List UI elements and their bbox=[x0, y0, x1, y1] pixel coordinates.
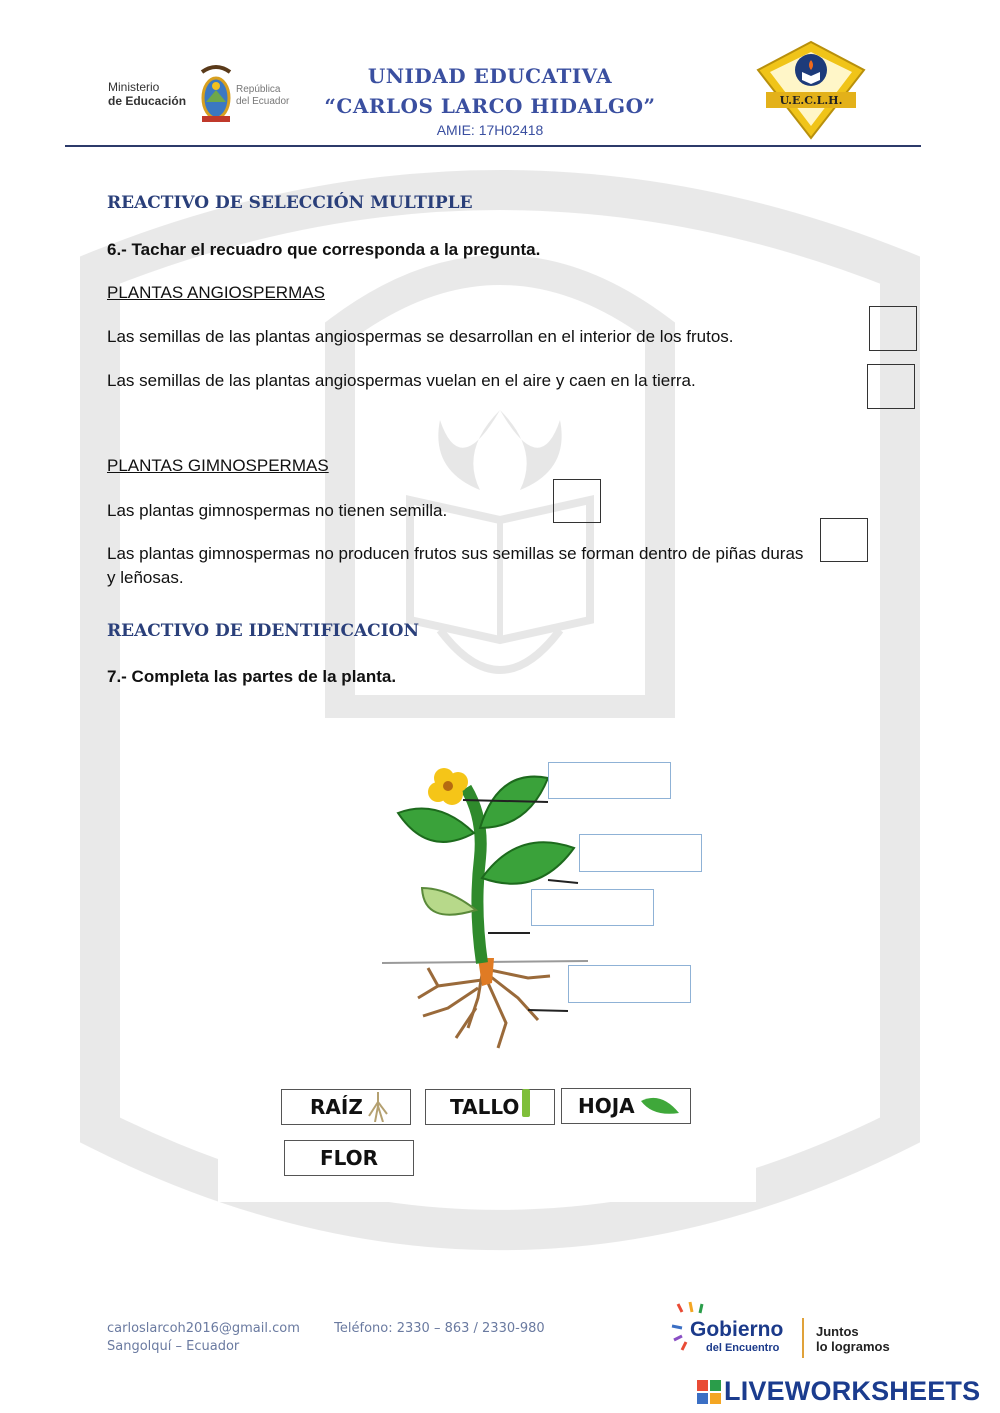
word-tile-raiz[interactable] bbox=[281, 1089, 411, 1125]
word-tallo-label: TALLO bbox=[450, 1095, 520, 1119]
flower-icon bbox=[428, 768, 468, 805]
header-divider bbox=[65, 145, 921, 147]
checkbox-angio-2[interactable] bbox=[867, 364, 915, 409]
answer-field-1[interactable] bbox=[548, 762, 671, 799]
word-tile-flor[interactable] bbox=[284, 1140, 414, 1176]
footer-phone: Teléfono: 2330 – 863 / 2330-980 bbox=[334, 1321, 545, 1336]
question-6: 6.- Tachar el recuadro que corresponda a la pregunta. bbox=[107, 240, 541, 259]
word-tile-tallo[interactable] bbox=[425, 1089, 555, 1125]
liveworksheets-brand: LIVEWORKSHEETS bbox=[724, 1376, 981, 1406]
republic-line1: República bbox=[236, 84, 281, 95]
ministry-line1: Ministerio bbox=[108, 80, 160, 94]
government-slogan bbox=[816, 1324, 890, 1354]
school-title-line2: “CARLOS LARCO HIDALGO” bbox=[324, 94, 656, 118]
ministry-name bbox=[108, 80, 186, 108]
footer-contact bbox=[107, 1320, 545, 1356]
word-raiz-label: RAÍZ bbox=[310, 1095, 363, 1119]
amie-code: AMIE: 17H02418 bbox=[436, 122, 544, 138]
leaf-icon bbox=[639, 1095, 681, 1117]
answer-field-2[interactable] bbox=[579, 834, 702, 872]
school-title-line1: UNIDAD EDUCATIVA bbox=[367, 64, 613, 88]
statement-gymno-2: Las plantas gimnospermas no producen frutos sus semillas se forman dentro de piñas duras y leñosas. bbox=[107, 544, 804, 587]
statement-angio-2: Las semillas de las plantas angiospermas vuelan en el aire y caen en la tierra. bbox=[107, 371, 696, 390]
government-logo bbox=[668, 1300, 918, 1362]
group-title-angiosperms: PLANTAS ANGIOSPERMAS bbox=[107, 283, 325, 302]
footer-city: Sangolquí – Ecuador bbox=[107, 1339, 240, 1354]
section-title-identification: REACTIVO DE IDENTIFICACION bbox=[107, 621, 420, 641]
group-title-gymnosperms: PLANTAS GIMNOSPERMAS bbox=[107, 456, 329, 475]
checkbox-gymno-2[interactable] bbox=[820, 518, 868, 562]
republic-name bbox=[236, 84, 289, 108]
root-icon bbox=[365, 1092, 391, 1122]
ministry-line2: de Educación bbox=[108, 94, 187, 108]
stem-icon bbox=[466, 788, 482, 963]
checkbox-gymno-1[interactable] bbox=[553, 479, 601, 523]
footer-email: carloslarcoh2016@gmail.com bbox=[107, 1321, 300, 1336]
statement-gymno-1: Las plantas gimnospermas no tienen semilla. bbox=[107, 501, 448, 520]
statement-angio-1: Las semillas de las plantas angiospermas se desarrollan en el interior de los frutos. bbox=[107, 327, 734, 346]
word-tile-hoja[interactable] bbox=[561, 1088, 691, 1124]
government-subtitle: del Encuentro bbox=[706, 1342, 780, 1354]
word-hoja-label: HOJA bbox=[578, 1094, 635, 1118]
section-title-selection: REACTIVO DE SELECCIÓN MULTIPLE bbox=[107, 193, 473, 213]
word-flor-label: FLOR bbox=[319, 1146, 379, 1170]
logo-separator bbox=[802, 1318, 804, 1358]
government-name: Gobierno bbox=[690, 1318, 784, 1341]
slogan-line1: Juntos bbox=[816, 1324, 859, 1339]
coat-of-arms-icon bbox=[196, 62, 236, 128]
question-7: 7.- Completa las partes de la planta. bbox=[107, 667, 397, 686]
plant-activity-panel bbox=[218, 718, 756, 1202]
slogan-line2: lo logramos bbox=[816, 1339, 890, 1354]
ministry-logo bbox=[108, 62, 308, 132]
liveworksheets-logo-icon bbox=[697, 1380, 721, 1404]
answer-field-4[interactable] bbox=[568, 965, 691, 1003]
stem-icon bbox=[521, 1089, 531, 1117]
answer-field-3[interactable] bbox=[531, 889, 654, 926]
checkbox-angio-1[interactable] bbox=[869, 306, 917, 351]
badge-text: U.E.C.L.H. bbox=[779, 94, 843, 107]
school-badge-logo bbox=[752, 40, 870, 140]
republic-line2: del Ecuador bbox=[236, 96, 290, 107]
